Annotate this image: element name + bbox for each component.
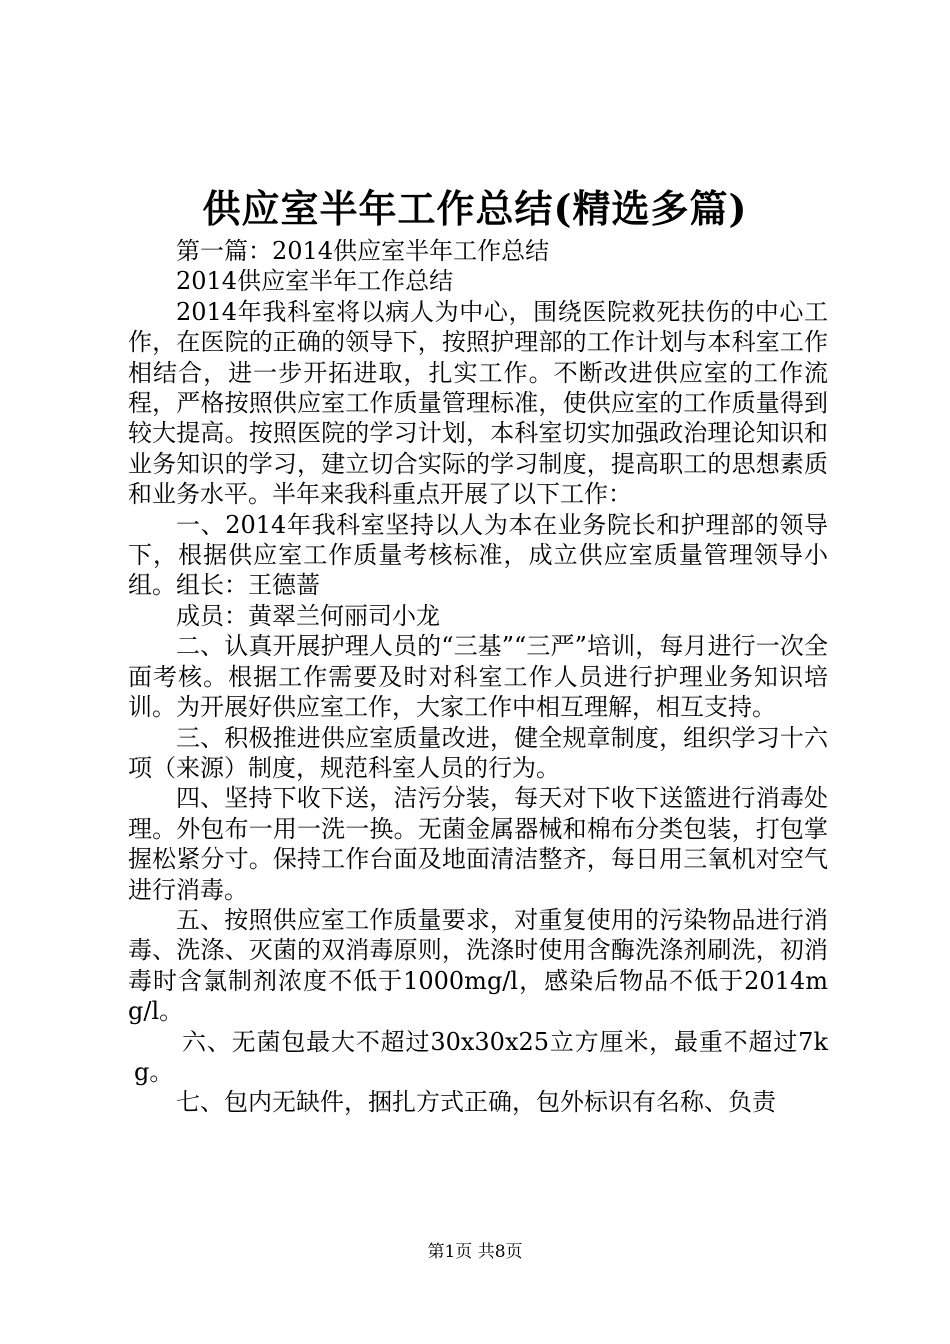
document-body (128, 236, 828, 1118)
body-paragraph-members: 成员：黄翠兰何丽司小龙 (176, 601, 440, 630)
body-paragraph-intro: 2014年我科室将以病人为中心，围绕医院救死扶伤的中心工作，在医院的正确的领导下，按照护理部的工作计划与本科室工作相结合，进一步开拓进取，扎实工作。不断改进供应室的工作流程，严格按照供应室工作质量管理标准，使供应室的工作质量得到较大提高。按照医院的学习计划，本科室切实加强政治理论知识和业务知识的学习，建立切合实际的学习制度，提高职工的思想素质和业务水平。半年来我科重点开展了以下工作： (128, 297, 828, 509)
body-paragraph-item-3: 三、积极推进供应室质量改进，健全规章制度，组织学习十六项（来源）制度，规范科室人员的行为。 (128, 723, 828, 782)
body-paragraph-item-7: 七、包内无缺件，捆扎方式正确，包外标识有名称、负责 (176, 1088, 776, 1117)
section-heading: 第一篇：2014供应室半年工作总结 (176, 237, 550, 265)
body-paragraph-item-4: 四、坚持下收下送，洁污分装，每天对下收下送篮进行消毒处理。外包布一用一洗一换。无菌金属器械和棉布分类包装，打包掌握松紧分寸。保持工作台面及地面清洁整齐，每日用三氧机对空气进行消毒。 (128, 784, 828, 904)
body-paragraph-item-2: 二、认真开展护理人员的“三基”“三严”培训，每月进行一次全面考核。根据工作需要及时对科室工作人员进行护理业务知识培训。为开展好供应室工作，大家工作中相互理解，相互支持。 (128, 632, 828, 722)
document-title: 供应室半年工作总结(精选多篇) (202, 186, 748, 231)
page-footer: 第1页 共8页 (427, 1242, 523, 1262)
body-paragraph-item-5: 五、按照供应室工作质量要求，对重复使用的污染物品进行消毒、洗涤、灭菌的双消毒原则，洗涤时使用含酶洗涤剂刷洗，初消毒时含氯制剂浓度不低于1000mg/l，感染后物品不低于2014mg/l。 (128, 905, 828, 1026)
subsection-heading: 2014供应室半年工作总结 (176, 267, 454, 296)
body-paragraph-item-1: 一、2014年我科室坚持以人为本在业务院长和护理部的领导下，根据供应室工作质量考核标准，成立供应室质量管理领导小组。组长：王德蔷 (128, 510, 828, 600)
body-paragraph-item-6: 六、无菌包最大不超过30x30x25立方厘米，最重不超过7kg。 (134, 1027, 828, 1086)
